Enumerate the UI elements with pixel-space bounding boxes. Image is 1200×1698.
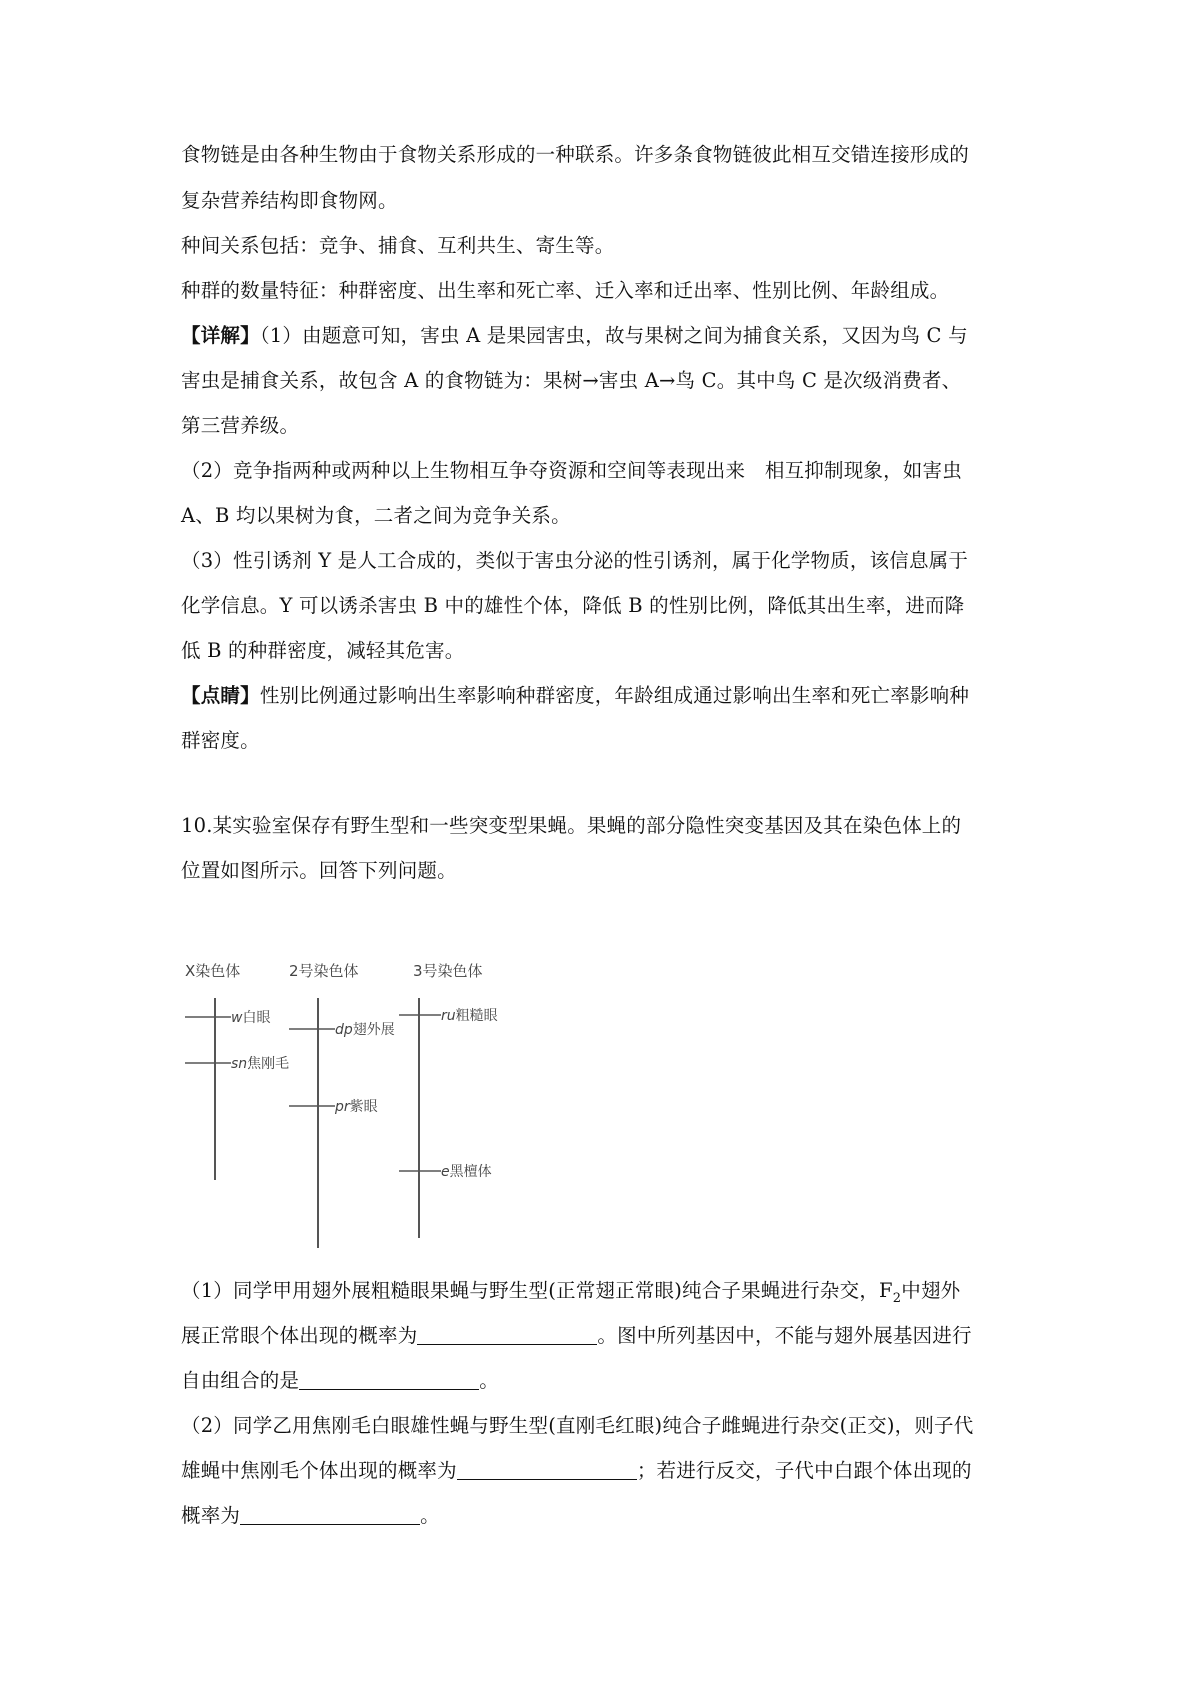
tip-text: 性别比例通过影响出生率影响种群密度，年龄组成通过影响出生率和死亡率影响种	[259, 684, 970, 707]
tip-line	[181, 681, 969, 711]
gene-label: w白眼	[231, 1010, 271, 1026]
answer-blank[interactable]	[240, 1504, 420, 1525]
detail-line	[181, 321, 968, 351]
tip-text: 群密度。	[181, 729, 260, 752]
analysis-text: 食物链是由各种生物由于食物关系形成的一种联系。许多条食物链彼此相互交错连接形成的	[181, 143, 970, 166]
analysis-text: 种间关系包括：竞争、捕食、互利共生、寄生等。	[181, 234, 615, 257]
analysis-text: 种群的数量特征：种群密度、出生率和死亡率、迁入率和迁出率、性别比例、年龄组成。	[181, 279, 950, 302]
answer-blank[interactable]	[457, 1459, 637, 1480]
gene-label: ru粗糙眼	[441, 1008, 498, 1024]
detail-text: A、B 均以果树为食，二者之间为竞争关系。	[181, 504, 571, 527]
question-stem: 10.某实验室保存有野生型和一些突变型果蝇。果蝇的部分隐性突变基因及其在染色体上的	[181, 814, 962, 837]
gene-label: dp翅外展	[335, 1022, 395, 1038]
detail-text: （3）性引诱剂 Y 是人工合成的，类似于害虫分泌的性引诱剂，属于化学物质，该信息属于	[181, 549, 969, 572]
question-part-1: 展正常眼个体出现的概率为 。图中所列基因中，不能与翅外展基因进行	[181, 1324, 972, 1347]
answer-blank[interactable]	[299, 1369, 479, 1390]
detail-label: 【详解】	[181, 324, 260, 347]
detail-text: 第三营养级。	[181, 414, 300, 437]
question-stem: 位置如图所示。回答下列问题。	[181, 859, 457, 882]
answer-blank[interactable]	[417, 1324, 597, 1345]
chromosome-label: 2号染色体	[289, 962, 359, 980]
chromosome-label: 3号染色体	[413, 962, 483, 980]
chromosome-gene-map	[185, 958, 565, 1258]
detail-text: 低 B 的种群密度，减轻其危害。	[181, 639, 465, 662]
gene-label: e黑檀体	[441, 1164, 492, 1180]
chromosome-label: X染色体	[185, 962, 241, 980]
tip-label: 【点睛】	[181, 684, 260, 707]
question-part-2: 概率为 。	[181, 1504, 440, 1527]
detail-text: （2）竞争指两种或两种以上生物相互争夺资源和空间等表现出来 相互抑制现象，如害虫	[181, 459, 962, 482]
gene-label: pr紫眼	[335, 1099, 378, 1115]
detail-text: 害虫是捕食关系，故包含 A 的食物链为：果树→害虫 A→鸟 C。其中鸟 C 是次级消费者、	[181, 369, 962, 392]
analysis-text: 复杂营养结构即食物网。	[181, 189, 398, 212]
detail-text: （1）由题意可知，害虫 A 是果园害虫，故与果树之间为捕食关系，又因为鸟 C 与	[259, 324, 968, 347]
question-part-2: （2）同学乙用焦刚毛白眼雄性蝇与野生型(直刚毛红眼)纯合子雌蝇进行杂交(正交)，则子代	[181, 1414, 974, 1437]
question-part-1: 自由组合的是 。	[181, 1369, 499, 1392]
gene-label: sn焦刚毛	[231, 1056, 290, 1072]
question-part-1: （1）同学甲用翅外展粗糙眼果蝇与野生型(正常翅正常眼)纯合子果蝇进行杂交，$F_2$中翅外	[181, 1279, 961, 1306]
detail-text: 化学信息。Y 可以诱杀害虫 B 中的雄性个体，降低 B 的性别比例，降低其出生率，进而降	[181, 594, 965, 617]
question-part-2: 雄蝇中焦刚毛个体出现的概率为 ；若进行反交，子代中白跟个体出现的	[181, 1459, 972, 1482]
